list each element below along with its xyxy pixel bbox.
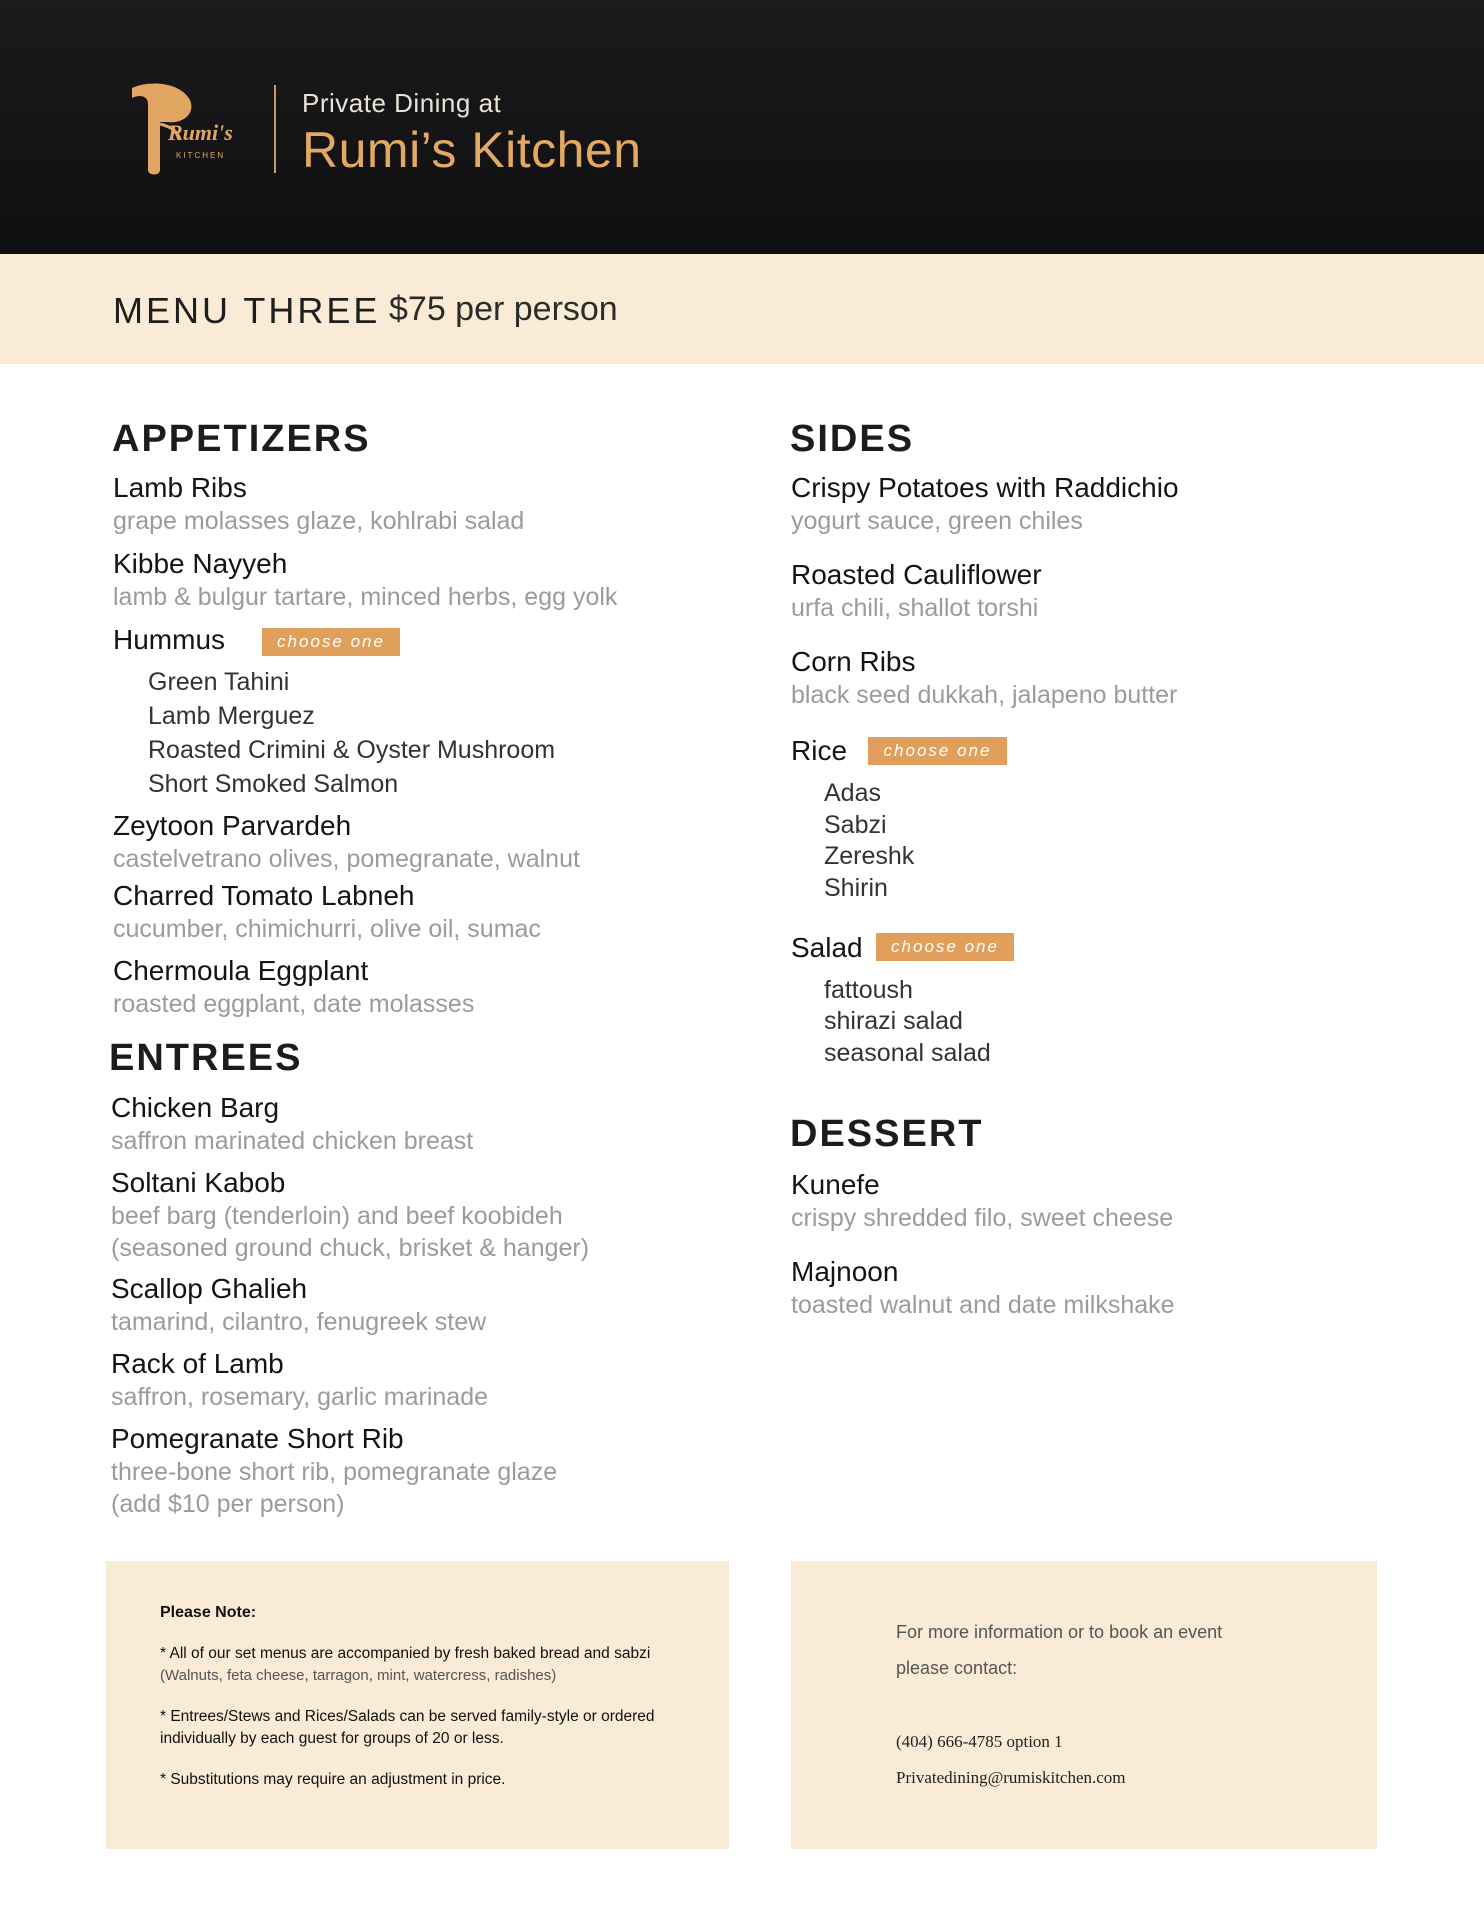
dish-name: Soltani Kabob	[111, 1167, 286, 1198]
dessert-heading: DESSERT	[790, 1113, 984, 1155]
dish-name: Roasted Cauliflower	[791, 559, 1042, 590]
menu-price: $75 per person	[389, 290, 618, 328]
dish-name: Lamb Ribs	[113, 472, 247, 503]
option-item: Roasted Crimini & Oyster Mushroom	[148, 736, 556, 764]
notes-title: Please Note:	[160, 1604, 257, 1621]
sides-heading: SIDES	[790, 418, 915, 460]
dish-name: Corn Ribs	[791, 646, 916, 677]
option-item: Adas	[824, 779, 881, 807]
dish-desc: tamarind, cilantro, fenugreek stew	[111, 1308, 487, 1336]
dish-desc: lamb & bulgur tartare, minced herbs, egg yolk	[113, 583, 618, 611]
contact-phone: (404) 666-4785 option 1	[896, 1732, 1063, 1751]
dish-desc: (seasoned ground chuck, brisket & hanger)	[111, 1234, 590, 1262]
dish-name: Salad	[791, 932, 863, 963]
option-item: Short Smoked Salmon	[148, 770, 399, 798]
contact-line: please contact:	[896, 1658, 1018, 1678]
dish-desc: toasted walnut and date milkshake	[791, 1291, 1175, 1319]
choose-one-badge: choose one	[868, 737, 1007, 765]
contact-line: For more information or to book an event	[896, 1622, 1223, 1642]
note-item: * Entrees/Stews and Rices/Salads can be served family-style or ordered individually by each guest for groups of 20 or less.	[160, 1708, 655, 1747]
option-item: fattoush	[824, 976, 913, 1004]
dish-desc: three-bone short rib, pomegranate glaze	[111, 1458, 558, 1486]
dish-desc: castelvetrano olives, pomegranate, walnut	[113, 845, 580, 873]
dish-desc: saffron, rosemary, garlic marinade	[111, 1383, 489, 1411]
dish-desc: saffron marinated chicken breast	[111, 1127, 474, 1155]
dish-desc: urfa chili, shallot torshi	[791, 594, 1039, 622]
dish-desc: cucumber, chimichurri, olive oil, sumac	[113, 915, 541, 943]
dish-name: Scallop Ghalieh	[111, 1273, 308, 1304]
note-light-text: (Walnuts, feta cheese, tarragon, mint, watercress, radishes)	[160, 1667, 557, 1684]
dish-name: Chermoula Eggplant	[113, 955, 369, 986]
note-item	[160, 1643, 670, 1687]
option-item: seasonal salad	[824, 1039, 991, 1067]
entrees-heading: ENTREES	[109, 1037, 303, 1079]
option-item: Sabzi	[824, 811, 887, 839]
option-item: Green Tahini	[148, 668, 290, 696]
dish-name: Crispy Potatoes with Raddichio	[791, 472, 1179, 503]
choose-one-badge: choose one	[876, 933, 1014, 961]
option-item: Zereshk	[824, 842, 915, 870]
dish-name: Pomegranate Short Rib	[111, 1423, 404, 1454]
contact-box	[791, 1561, 1377, 1849]
dish-desc: beef barg (tenderloin) and beef koobideh	[111, 1202, 563, 1230]
dish-name: Kunefe	[791, 1169, 880, 1200]
dish-desc: roasted eggplant, date molasses	[113, 990, 475, 1018]
dish-name: Charred Tomato Labneh	[113, 880, 415, 911]
dish-desc: grape molasses glaze, kohlrabi salad	[113, 507, 525, 535]
dish-desc: crispy shredded filo, sweet cheese	[791, 1204, 1174, 1232]
dish-desc: (add $10 per person)	[111, 1490, 345, 1518]
header-title: Rumi’s Kitchen	[302, 122, 642, 178]
dish-desc: yogurt sauce, green chiles	[791, 507, 1083, 535]
contact-email[interactable]: Privatedining@rumiskitchen.com	[896, 1768, 1126, 1787]
logo-subtext: KITCHEN	[176, 151, 226, 160]
note-text: * All of our set menus are accompanied by fresh baked bread and sabzi	[160, 1645, 651, 1662]
choose-one-badge: choose one	[262, 628, 400, 656]
option-item: Shirin	[824, 874, 888, 902]
dish-desc: black seed dukkah, jalapeno butter	[791, 681, 1178, 709]
header-divider	[274, 85, 276, 173]
dish-name: Kibbe Nayyeh	[113, 548, 288, 579]
dish-name: Chicken Barg	[111, 1092, 280, 1123]
header-subtitle: Private Dining at	[302, 88, 502, 118]
dish-name: Rice	[791, 735, 848, 766]
logo-text: Rumi's	[168, 120, 233, 145]
appetizers-heading: APPETIZERS	[112, 418, 371, 460]
note-item: * Substitutions may require an adjustment in price.	[160, 1771, 506, 1788]
option-item: Lamb Merguez	[148, 702, 315, 730]
dish-name: Rack of Lamb	[111, 1348, 284, 1379]
dish-name: Hummus	[113, 624, 226, 655]
option-item: shirazi salad	[824, 1007, 963, 1035]
dish-name: Zeytoon Parvardeh	[113, 810, 352, 841]
dish-name: Majnoon	[791, 1256, 899, 1287]
menu-name: MENU THREE	[113, 290, 381, 331]
rumis-logo-icon	[120, 80, 250, 180]
